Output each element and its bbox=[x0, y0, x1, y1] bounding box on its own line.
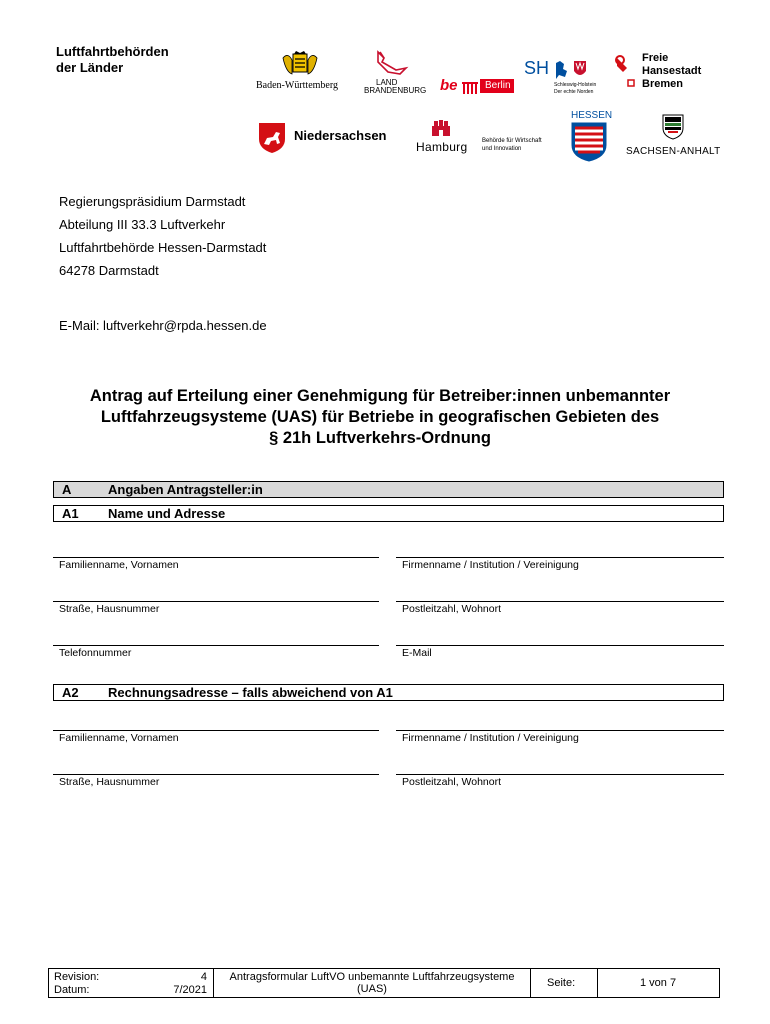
address-line3: Luftfahrtbehörde Hessen-Darmstadt bbox=[59, 240, 267, 255]
bb-logo-line2: BRANDENBURG bbox=[364, 86, 427, 95]
bremen-line2: Hansestadt bbox=[642, 65, 702, 77]
logo-brandenburg bbox=[360, 48, 426, 98]
sh-logo-text: SH bbox=[524, 58, 550, 78]
a1-phone-input[interactable] bbox=[53, 645, 379, 646]
footer-revision-label: Revision: bbox=[54, 971, 100, 983]
issuer-title bbox=[56, 44, 169, 76]
a1-phone-label: Telefonnummer bbox=[59, 647, 132, 659]
a1-zip-city-input[interactable] bbox=[396, 601, 724, 602]
footer-form-name-line1: Antragsformular LuftVO unbemannte Luftfahrzeugsysteme bbox=[229, 971, 515, 983]
section-a1-label: Name und Adresse bbox=[108, 506, 226, 521]
section-a1-code: A1 bbox=[62, 506, 79, 521]
logo-schleswig-holstein bbox=[524, 58, 614, 98]
logo-bremen bbox=[614, 52, 714, 94]
a2-company-label: Firmenname / Institution / Vereinigung bbox=[402, 732, 579, 744]
section-a2-label: Rechnungsadresse – falls abweichend von A1 bbox=[108, 685, 393, 700]
hessen-logo-text: HESSEN bbox=[571, 110, 613, 121]
address-line4: 64278 Darmstadt bbox=[59, 263, 159, 278]
a2-zip-city-input[interactable] bbox=[396, 774, 724, 775]
form-title-line2: Luftfahrzeugsysteme (UAS) für Betriebe in geografischen Gebieten des bbox=[100, 408, 660, 426]
logo-baden-wuerttemberg bbox=[252, 50, 352, 94]
a2-street-label: Straße, Hausnummer bbox=[59, 776, 160, 788]
berlin-name-box bbox=[480, 79, 514, 93]
bb-logo-line1: LAND bbox=[376, 78, 398, 87]
logo-hamburg bbox=[416, 120, 556, 160]
bremen-key-icon bbox=[614, 54, 636, 90]
a2-zip-city-label: Postleitzahl, Wohnort bbox=[402, 776, 502, 788]
niedersachsen-horse-icon bbox=[258, 122, 286, 154]
address-line1: Regierungspräsidium Darmstadt bbox=[59, 194, 246, 209]
form-title-line3: § 21h Luftverkehrs-Ordnung bbox=[269, 429, 491, 447]
hamburg-sub2: und Innovation bbox=[482, 146, 522, 152]
nds-logo-text: Niedersachsen bbox=[294, 128, 387, 143]
hamburg-sub1: Behörde für Wirtschaft bbox=[482, 138, 542, 144]
footer-form-name-cell bbox=[213, 968, 531, 998]
issuer-title-line1: Luftfahrtbehörden bbox=[56, 44, 169, 59]
footer-revision-cell bbox=[48, 968, 214, 998]
logo-niedersachsen bbox=[258, 122, 398, 158]
hamburg-logo-text: Hamburg bbox=[416, 140, 468, 154]
section-a-label: Angaben Antragsteller:in bbox=[108, 482, 263, 497]
a1-email-input[interactable] bbox=[396, 645, 724, 646]
brandenburg-gate-icon bbox=[462, 80, 478, 94]
berlin-be-text: be bbox=[440, 77, 458, 94]
footer-date-value: 7/2021 bbox=[173, 984, 207, 996]
a2-street-input[interactable] bbox=[53, 774, 379, 775]
footer-revision-value: 4 bbox=[200, 971, 207, 983]
sh-sub1: Schleswig-Holstein bbox=[554, 82, 597, 88]
a2-name-label: Familienname, Vornamen bbox=[59, 732, 179, 744]
a1-name-label: Familienname, Vornamen bbox=[59, 559, 179, 571]
logo-sachsen-anhalt bbox=[622, 114, 726, 160]
footer-form-name-line2: (UAS) bbox=[357, 983, 387, 995]
footer-page-label-cell bbox=[530, 968, 598, 998]
footer-page-value-cell bbox=[597, 968, 720, 998]
a1-zip-city-label: Postleitzahl, Wohnort bbox=[402, 603, 502, 615]
footer-page-value: 1 von 7 bbox=[640, 977, 677, 989]
brandenburg-eagle-icon bbox=[368, 48, 412, 80]
logo-berlin bbox=[440, 78, 520, 96]
section-a-code: A bbox=[62, 482, 72, 497]
a1-email-label: E-Mail bbox=[402, 647, 432, 659]
footer-page-label: Seite: bbox=[547, 977, 576, 989]
sachsen-anhalt-shield-icon bbox=[662, 114, 684, 140]
logo-hessen bbox=[570, 110, 613, 162]
bremen-line1: Freie bbox=[642, 52, 669, 64]
section-a2-header bbox=[53, 684, 724, 701]
a1-company-label: Firmenname / Institution / Vereinigung bbox=[402, 559, 579, 571]
section-a2-code: A2 bbox=[62, 685, 79, 700]
sa-logo-text: SACHSEN-ANHALT bbox=[626, 146, 721, 157]
form-title-line1: Antrag auf Erteilung einer Genehmigung für Betreiber:innen unbemannter bbox=[89, 387, 671, 405]
sh-sub2: Der echte Norden bbox=[554, 89, 594, 95]
section-a-header bbox=[53, 481, 724, 498]
hessen-lion-icon bbox=[571, 122, 607, 162]
issuer-title-line2: der Länder bbox=[56, 60, 124, 75]
section-a1-header bbox=[53, 505, 724, 522]
footer-table bbox=[48, 968, 720, 998]
bremen-line3: Bremen bbox=[642, 78, 683, 90]
a1-street-input[interactable] bbox=[53, 601, 379, 602]
footer-date-label: Datum: bbox=[54, 984, 90, 996]
form-title bbox=[40, 386, 720, 449]
hamburg-castle-icon bbox=[430, 120, 452, 136]
sh-lions-icon bbox=[554, 59, 588, 81]
a1-street-label: Straße, Hausnummer bbox=[59, 603, 160, 615]
berlin-name-text: Berlin bbox=[485, 80, 511, 91]
a1-company-input[interactable] bbox=[396, 557, 724, 558]
a2-company-input[interactable] bbox=[396, 730, 724, 731]
a2-name-input[interactable] bbox=[53, 730, 379, 731]
a1-name-input[interactable] bbox=[53, 557, 379, 558]
address-email: E-Mail: luftverkehr@rpda.hessen.de bbox=[59, 318, 267, 333]
bw-coat-of-arms-icon bbox=[280, 50, 320, 80]
bw-logo-text: Baden-Württemberg bbox=[256, 80, 339, 91]
address-line2: Abteilung III 33.3 Luftverkehr bbox=[59, 217, 226, 232]
